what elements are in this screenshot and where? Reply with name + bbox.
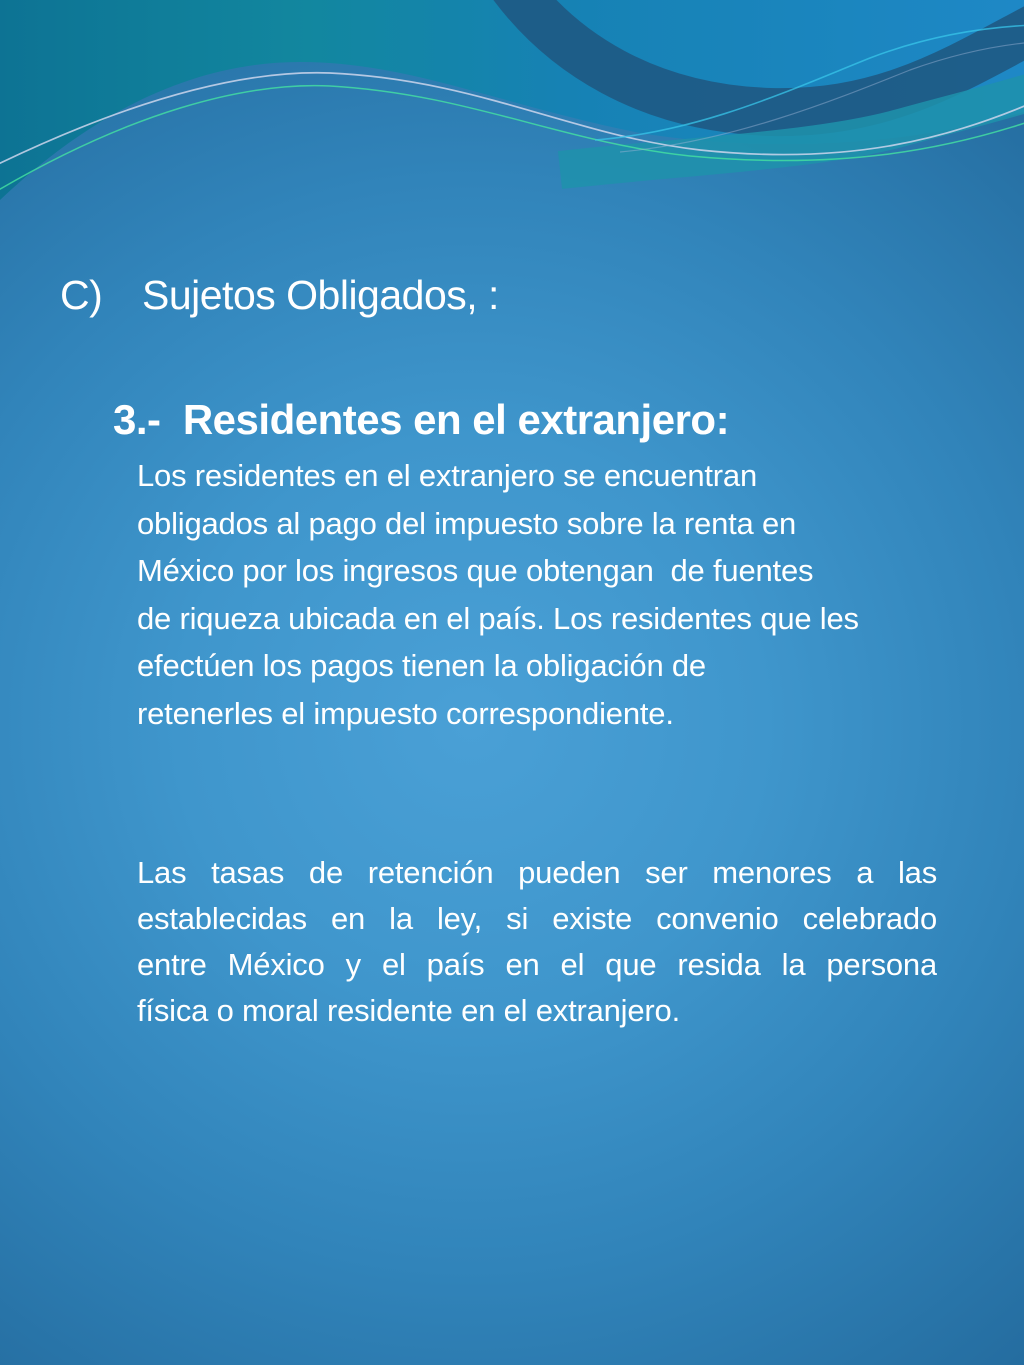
paragraph-line: entre México y el país en el que resida la persona: [137, 947, 937, 982]
paragraph-line: establecidas en la ley, si existe convenio celebrado: [137, 901, 937, 936]
section-heading-label: Sujetos Obligados, :: [142, 272, 499, 318]
paragraph-line: física o moral residente en el extranjero.: [137, 993, 680, 1028]
paragraph-line: México por los ingresos que obtengan de fuentes: [137, 553, 814, 588]
paragraph-line: Los residentes en el extranjero se encuentran: [137, 458, 758, 493]
section-heading-marker: C): [60, 272, 103, 318]
paragraph-line: obligados al pago del impuesto sobre la renta en: [137, 505, 797, 541]
paragraph-line: efectúen los pagos tienen la obligación de: [137, 648, 706, 683]
paragraph-line: retenerles el impuesto correspondiente.: [137, 695, 674, 731]
section-heading: [60, 270, 499, 320]
paragraph-line: Las tasas de retención pueden ser menores a las: [137, 855, 937, 890]
paragraph-line: de riqueza ubicada en el país. Los residentes que les: [137, 600, 859, 636]
paragraph-residentes: [137, 452, 859, 737]
subheading: 3.- Residentes en el extranjero:: [113, 396, 730, 443]
paragraph-tasas: [137, 850, 937, 1034]
